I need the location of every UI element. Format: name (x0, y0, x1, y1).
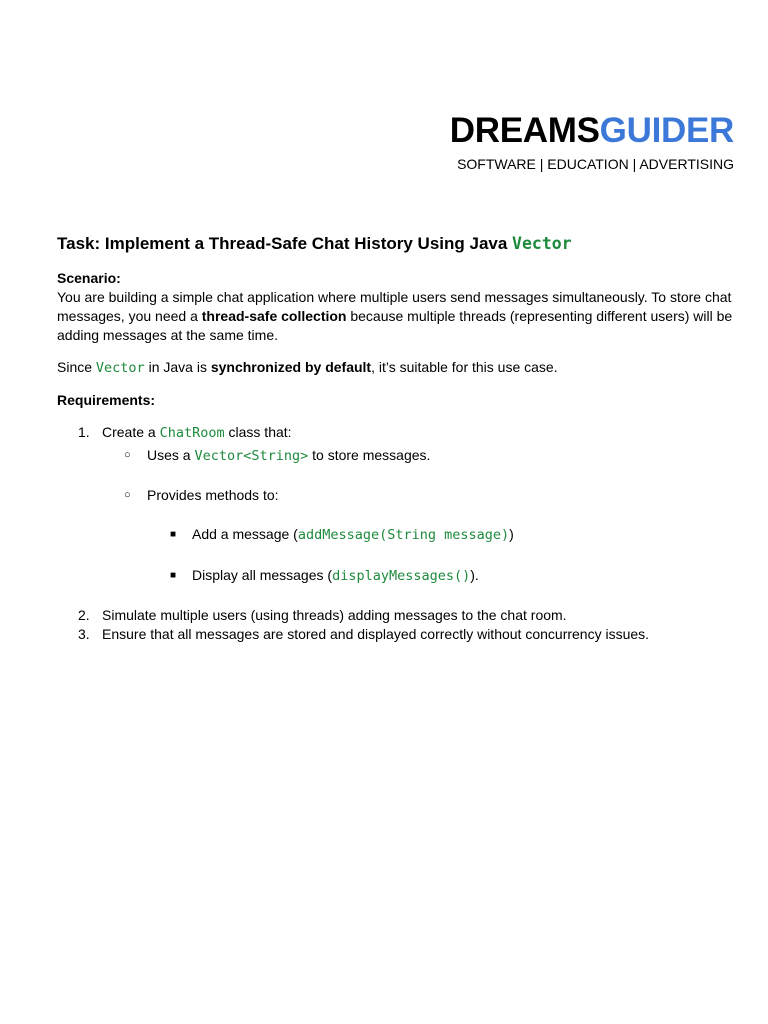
square-bullet-icon: ■ (170, 529, 177, 540)
since-text-1: Since (57, 359, 96, 375)
scenario-text-1: You are building a simple chat application where multiple users send messages simultaneously. To store chat messages, you need a (57, 289, 732, 324)
req1-code: ChatRoom (159, 425, 225, 441)
method1-text-1: Add a message ( (192, 526, 298, 542)
requirements-label: Requirements: (57, 392, 156, 408)
since-paragraph (57, 358, 737, 378)
title-text: Task: Implement a Thread-Safe Chat History Using Java (57, 234, 513, 253)
req3-text: Ensure that all messages are stored and displayed correctly without concurrency issues. (102, 626, 650, 642)
sub1-text-2: to store messages. (308, 447, 431, 463)
circle-bullet-icon: ○ (124, 449, 131, 461)
requirement-item-1 (57, 423, 737, 586)
brand-name-black: DREAMS (449, 111, 600, 150)
sub2-text: Provides methods to: (147, 487, 279, 503)
requirement-number: 3. (78, 626, 90, 642)
document-body (57, 232, 737, 644)
req1-text-1: Create a (102, 424, 160, 440)
page-title (57, 232, 737, 256)
since-text-3: , it’s suitable for this use case. (371, 359, 558, 375)
since-bold: synchronized by default (210, 359, 372, 375)
method1-text-2: ) (509, 526, 514, 542)
requirement-number: 2. (78, 607, 90, 623)
method-item-display (57, 566, 737, 586)
title-code: Vector (512, 234, 572, 253)
square-bullet-icon: ■ (170, 570, 177, 581)
sub1-text-1: Uses a (147, 447, 195, 463)
methods-list (147, 525, 737, 586)
scenario-label: Scenario: (57, 270, 121, 286)
method-item-add (57, 525, 737, 545)
scenario-bold: thread-safe collection (201, 308, 347, 324)
method1-code: addMessage(String message) (297, 527, 510, 543)
scenario-text-2: because multiple threads (representing different users) will be adding messages at the same time. (57, 308, 733, 343)
sub-item-methods (57, 486, 737, 586)
brand-logo (450, 111, 734, 151)
method2-text-2: ). (470, 567, 479, 583)
req2-text: Simulate multiple users (using threads) adding messages to the chat room. (102, 607, 567, 623)
requirement-number: 1. (78, 424, 90, 440)
requirements-list (57, 423, 737, 644)
requirement-item-2 (57, 606, 737, 625)
brand-header (450, 111, 734, 172)
sub-item-vector (57, 446, 737, 466)
scenario-paragraph (57, 288, 737, 345)
method2-text-1: Display all messages ( (192, 567, 333, 583)
requirement-item-3 (57, 625, 737, 644)
circle-bullet-icon: ○ (124, 489, 131, 501)
requirement-sublist (102, 446, 737, 586)
since-text-2: in Java is (144, 359, 211, 375)
sub1-code: Vector<String> (194, 448, 309, 464)
req1-text-2: class that: (224, 424, 292, 440)
method2-code: displayMessages() (332, 568, 471, 584)
brand-name-blue: GUIDER (599, 111, 734, 150)
since-code: Vector (95, 360, 145, 376)
brand-tagline: SOFTWARE | EDUCATION | ADVERTISING (457, 156, 734, 172)
